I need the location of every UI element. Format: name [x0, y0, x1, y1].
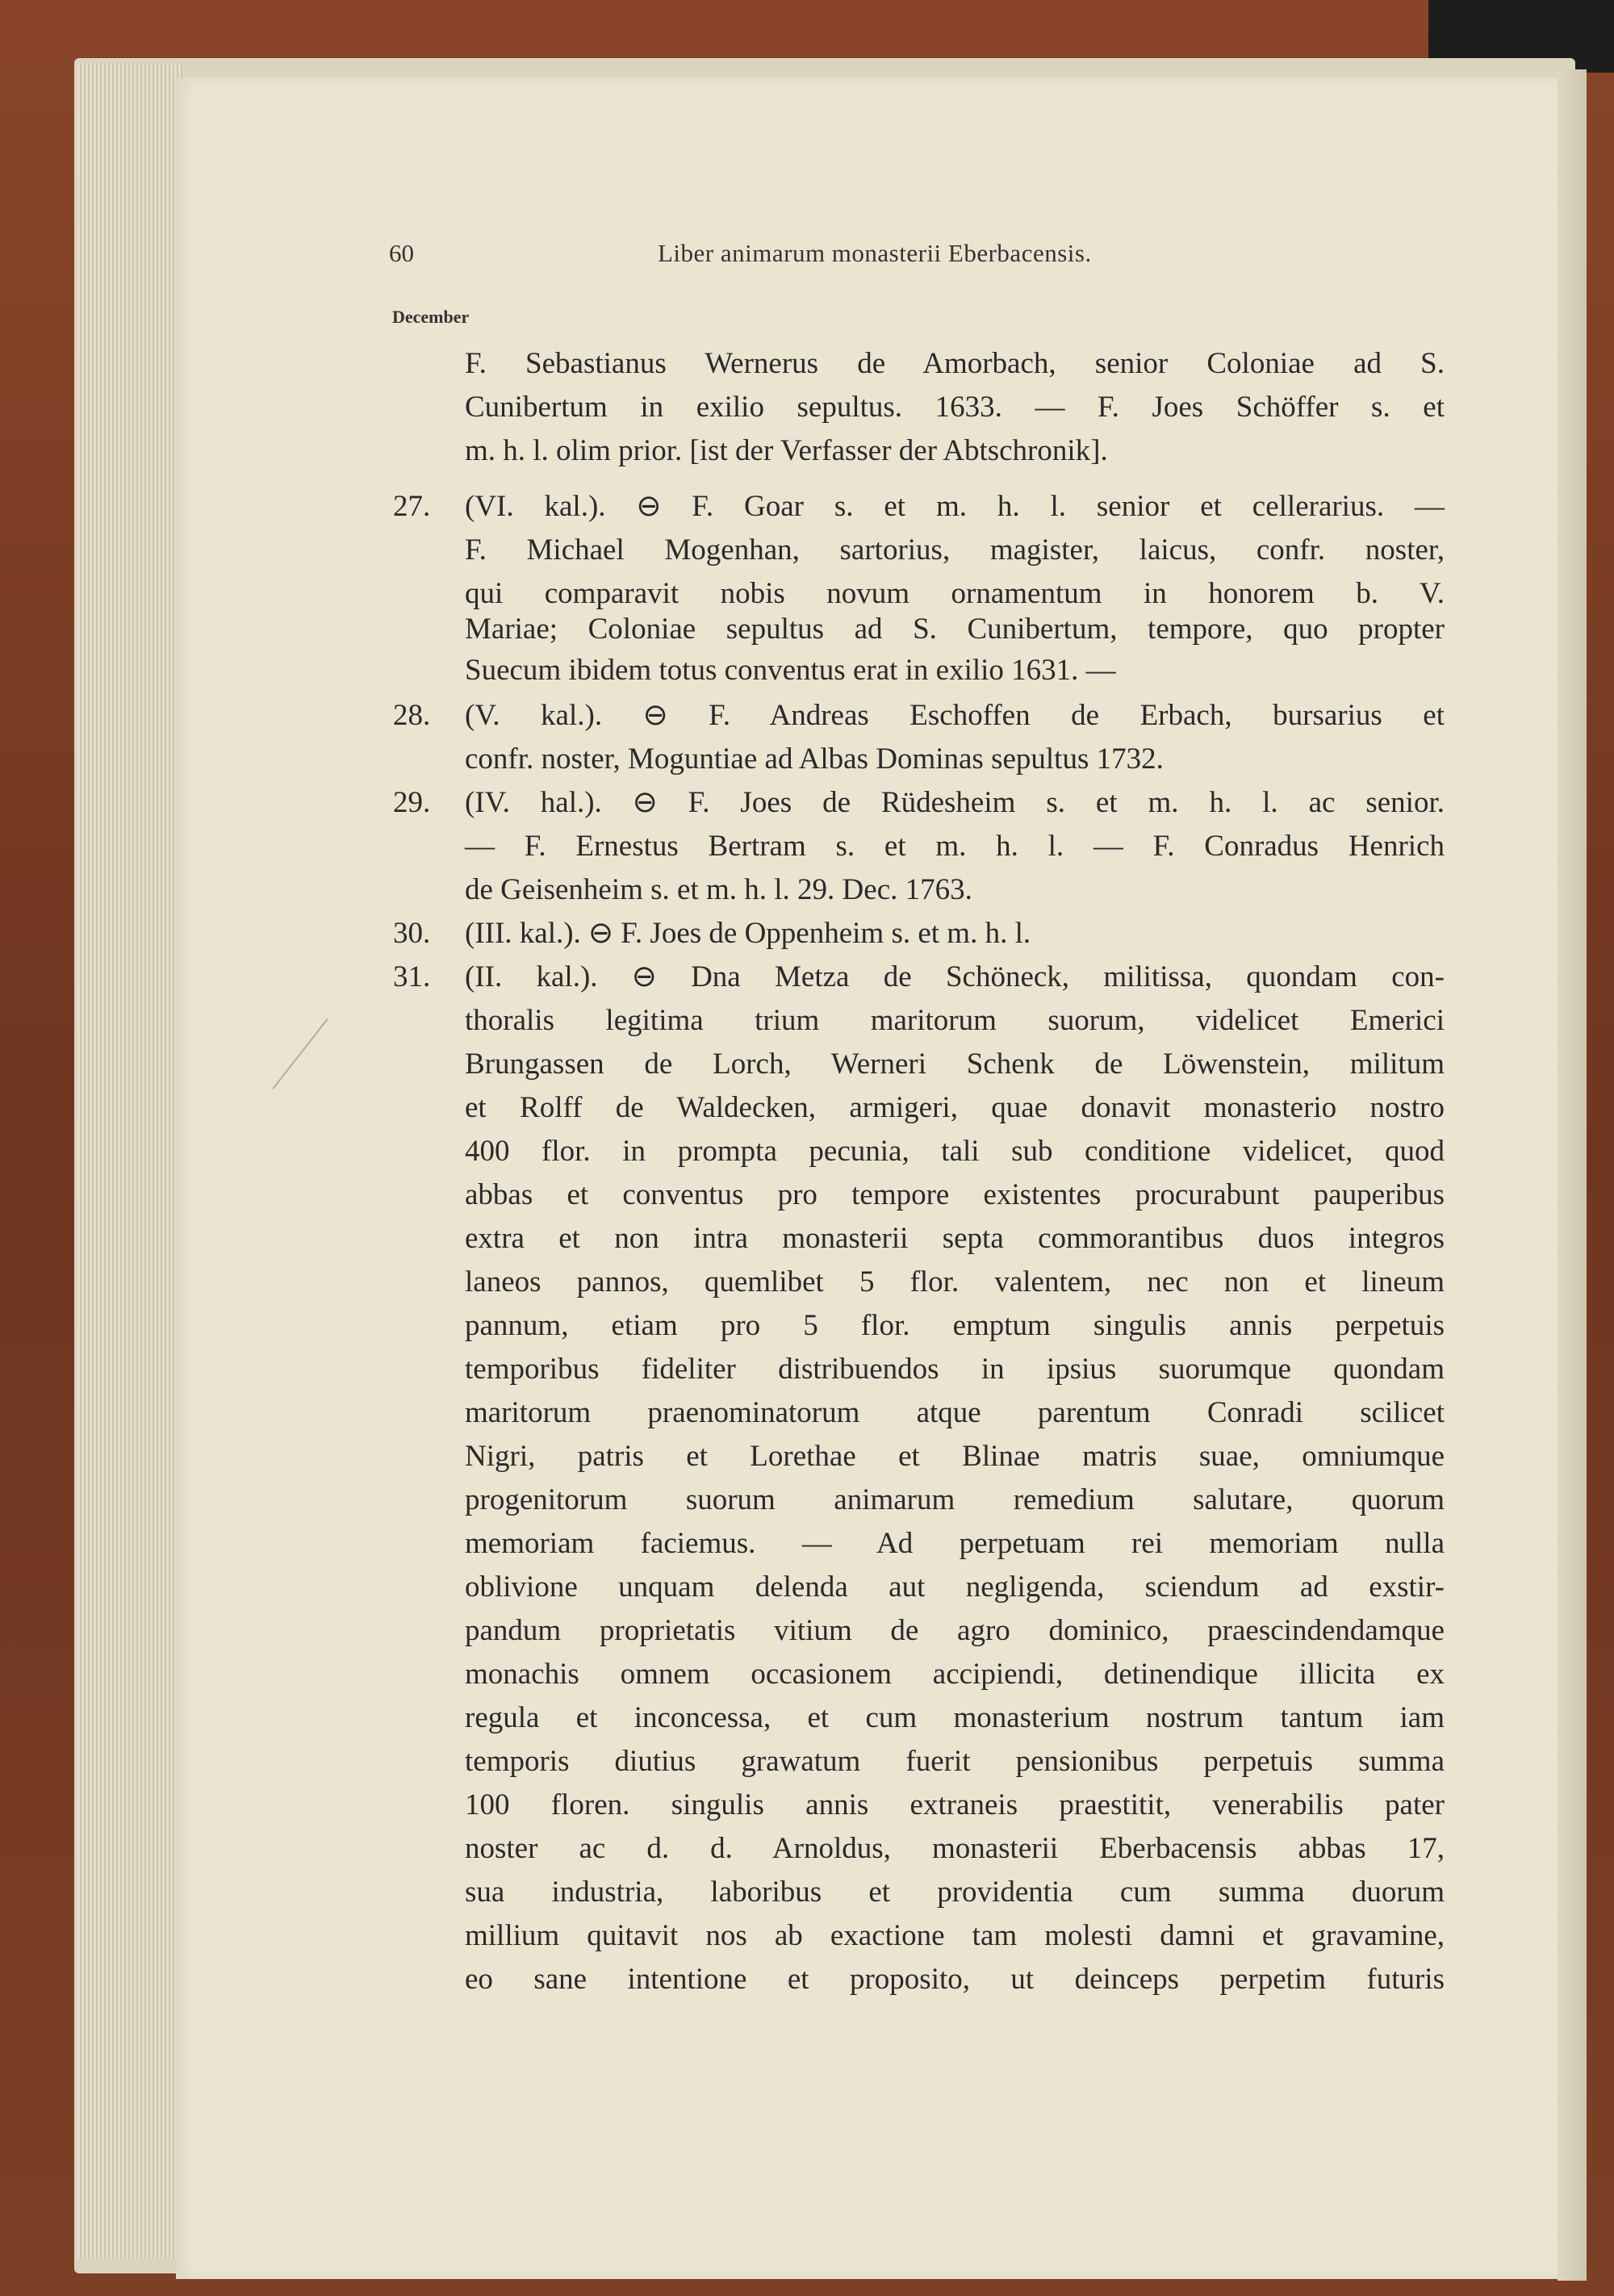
month-label: December	[392, 307, 470, 327]
text-line: oblivione unquam delenda aut negligenda, sciendum ad exstir-	[465, 1570, 1445, 1604]
text-line: confr. noster, Moguntiae ad Albas Dominas sepultus 1732.	[465, 742, 1164, 776]
text-line: pannum, etiam pro 5 flor. emptum singulis annis perpetuis	[465, 1309, 1445, 1342]
entry-number: 31.	[393, 960, 431, 993]
text-line: — F. Ernestus Bertram s. et m. h. l. — F. Conradus Henrich	[465, 830, 1445, 863]
text-line: laneos pannos, quemlibet 5 flor. valentem, nec non et lineum	[465, 1265, 1445, 1299]
running-title: Liber animarum monasterii Eberbacensis.	[658, 239, 1092, 267]
text-line: abbas et conventus pro tempore existentes procurabunt pauperibus	[465, 1178, 1445, 1211]
text-line: pandum proprietatis vitium de agro dominico, praescindendamque	[465, 1614, 1445, 1647]
text-line: Suecum ibidem totus conventus erat in exilio 1631. —	[465, 654, 1116, 687]
entry-number: 29.	[393, 786, 431, 819]
text-line: et Rolff de Waldecken, armigeri, quae donavit monasterio nostro	[465, 1091, 1445, 1124]
text-line: F. Michael Mogenhan, sartorius, magister, laicus, confr. noster,	[465, 533, 1445, 567]
text-line: memoriam faciemus. — Ad perpetuam rei memoriam nulla	[465, 1527, 1445, 1560]
entry-number: 27.	[393, 490, 431, 523]
text-line: progenitorum suorum animarum remedium salutare, quorum	[465, 1483, 1445, 1516]
text-line: qui comparavit nobis novum ornamentum in honorem b. V.	[465, 577, 1445, 610]
text-line: sua industria, laboribus et providentia cum summa duorum	[465, 1876, 1445, 1909]
text-line: regula et inconcessa, et cum monasterium nostrum tantum iam	[465, 1701, 1445, 1734]
entry-number: 30.	[393, 917, 431, 950]
text-line: (IV. hal.). ⊖ F. Joes de Rüdesheim s. et m. h. l. ac senior.	[465, 786, 1445, 819]
entry-number: 28.	[393, 699, 431, 732]
text-line: noster ac d. d. Arnoldus, monasterii Eberbacensis abbas 17,	[465, 1832, 1445, 1865]
text-line: monachis omnem occasionem accipiendi, detinendique illicita ex	[465, 1658, 1445, 1691]
text-line: eo sane intentione et proposito, ut deinceps perpetim futuris	[465, 1963, 1445, 1996]
text-line: (II. kal.). ⊖ Dna Metza de Schöneck, militissa, quondam con-	[465, 960, 1445, 993]
page-number: 60	[389, 239, 414, 267]
text-line: Brungassen de Lorch, Werneri Schenk de Löwenstein, militum	[465, 1048, 1445, 1081]
text-line: de Geisenheim s. et m. h. l. 29. Dec. 1763.	[465, 873, 972, 906]
text-line: Nigri, patris et Lorethae et Blinae matris suae, omniumque	[465, 1440, 1445, 1473]
text-line: (III. kal.). ⊖ F. Joes de Oppenheim s. et m. h. l.	[465, 917, 1031, 950]
text-line: temporis diutius grawatum fuerit pensionibus perpetuis summa	[465, 1745, 1445, 1778]
text-line: F. Sebastianus Wernerus de Amorbach, senior Coloniae ad S.	[465, 347, 1445, 380]
text-line: (VI. kal.). ⊖ F. Goar s. et m. h. l. senior et cellerarius. —	[465, 490, 1445, 523]
text-line: (V. kal.). ⊖ F. Andreas Eschoffen de Erbach, bursarius et	[465, 699, 1445, 732]
text-line: extra et non intra monasterii septa commorantibus duos integros	[465, 1222, 1445, 1255]
text-line: Cunibertum in exilio sepultus. 1633. — F. Joes Schöffer s. et	[465, 391, 1445, 424]
text-line: millium quitavit nos ab exactione tam molesti damni et gravamine,	[465, 1919, 1445, 1952]
text-line: maritorum praenominatorum atque parentum Conradi scilicet	[465, 1396, 1445, 1429]
text-line: 100 floren. singulis annis extraneis praestitit, venerabilis pater	[465, 1788, 1445, 1821]
text-line: thoralis legitima trium maritorum suorum, videlicet Emerici	[465, 1004, 1445, 1037]
text-line: m. h. l. olim prior. [ist der Verfasser der Abtschronik].	[465, 434, 1108, 467]
text-line: temporibus fideliter distribuendos in ipsius suorumque quondam	[465, 1353, 1445, 1386]
text-line: Mariae; Coloniae sepultus ad S. Cunibertum, tempore, quo propter	[465, 613, 1445, 646]
text-line: 400 flor. in prompta pecunia, tali sub conditione videlicet, quod	[465, 1135, 1445, 1168]
